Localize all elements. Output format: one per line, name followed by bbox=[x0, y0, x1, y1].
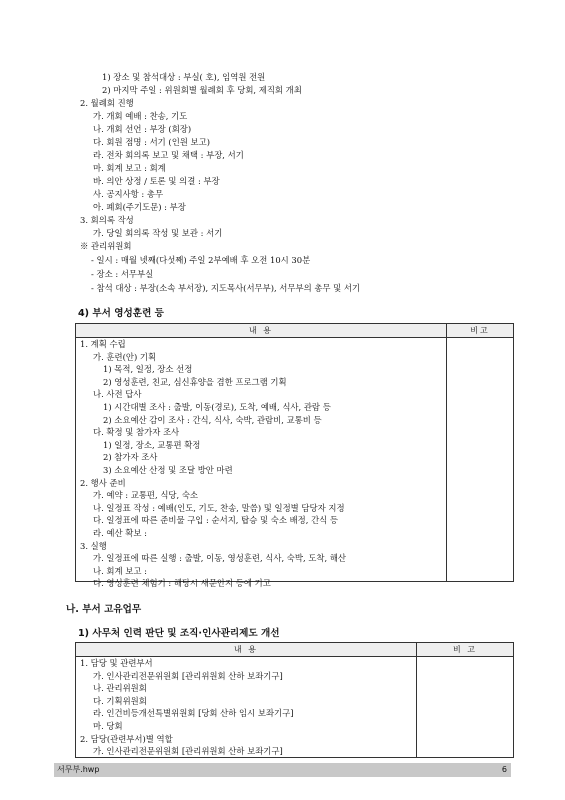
table-row: 다. 영성훈련 체험기 : 해당시 새문안지 등에 기고 bbox=[93, 578, 271, 589]
section-heading: 나. 부서 고유업무 bbox=[66, 604, 142, 615]
text-line: - 일시 : 매월 넷째(다섯째) 주일 2부예배 후 오전 10시 30분 bbox=[91, 255, 311, 265]
table-row: 2. 행사 준비 bbox=[80, 477, 126, 488]
personnel-table bbox=[75, 642, 514, 758]
table-row: 2) 참가자 조사 bbox=[103, 452, 158, 463]
table-row: 라. 인건비등개선특별위원회 [당회 산하 임시 보좌기구] bbox=[93, 708, 294, 719]
text-line: 바. 의안 상정 / 토론 및 의결 : 부장 bbox=[93, 176, 220, 186]
section-heading: 4) 부서 영성훈련 등 bbox=[78, 308, 164, 319]
text-line: 1) 장소 및 참석대상 : 부실( 호), 임역원 전원 bbox=[102, 72, 266, 82]
page-number: 6 bbox=[501, 765, 507, 774]
table-row: 가. 인사관리전문위원회 [관리위원회 산하 보좌기구] bbox=[93, 746, 283, 757]
text-line: 3. 회의록 작성 bbox=[80, 215, 134, 225]
table-row: 2) 영성훈련, 친교, 심신휴양을 겸한 프로그램 기획 bbox=[103, 376, 287, 387]
table-row: 라. 예산 확보 : bbox=[93, 527, 147, 538]
text-line: 아. 폐회(주기도문) : 부장 bbox=[93, 202, 186, 212]
header-content: 내 용 bbox=[249, 326, 273, 335]
text-line: - 장소 : 서무부실 bbox=[91, 269, 154, 279]
text-line: 가. 당일 회의록 작성 및 보관 : 서기 bbox=[93, 228, 223, 238]
text-line: 마. 회계 보고 : 회계 bbox=[93, 163, 166, 173]
footer-filename: 서무부.hwp bbox=[57, 765, 100, 774]
header-note: 비 고 bbox=[453, 645, 477, 654]
table-body bbox=[76, 338, 513, 590]
table-row: 가. 예약 : 교통편, 식당, 숙소 bbox=[93, 490, 199, 501]
text-line: 2) 마지막 주일 : 위원회별 월례회 후 당회, 제직회 개최 bbox=[102, 85, 302, 95]
text-line: 2. 월례회 진행 bbox=[80, 98, 134, 108]
page-footer bbox=[54, 763, 511, 777]
table-body bbox=[76, 657, 513, 758]
table-row: 가. 일정표에 따른 실행 : 출발, 이동, 영성훈련, 식사, 숙박, 도착, 해산 bbox=[93, 553, 346, 564]
table-row: 1. 계획 수립 bbox=[80, 339, 126, 349]
table-row: 나. 사전 답사 bbox=[93, 389, 142, 400]
table-row: 나. 일정표 작성 : 예배(인도, 기도, 찬송, 말씀) 및 일정별 담당자 지정 bbox=[93, 502, 345, 513]
table-row: 가. 훈련(안) 기획 bbox=[93, 351, 157, 362]
table-row: 1. 담당 및 관련부서 bbox=[80, 658, 153, 668]
text-line: 가. 개회 예배 : 찬송, 기도 bbox=[93, 111, 188, 121]
table-row: 다. 기획위원회 bbox=[93, 695, 147, 706]
text-line: 나. 개회 선언 : 부장 (회장) bbox=[93, 124, 192, 134]
text-line: ※ 관리위원회 bbox=[80, 241, 132, 251]
text-line: 사. 공지사항 : 총무 bbox=[93, 189, 164, 199]
text-line: - 참석 대상 : 부장(소속 부서장), 지도목사(서무부), 서무부의 총무 및 서기 bbox=[91, 283, 361, 293]
table-row: 2) 소요예산 감이 조사 : 간식, 식사, 숙박, 관람비, 교통비 등 bbox=[103, 414, 322, 425]
table-row: 2. 담당(관련부서)별 역할 bbox=[80, 733, 173, 744]
table-row: 1) 시간대별 조사 : 출발, 이동(경로), 도착, 예배, 식사, 관람 등 bbox=[103, 401, 331, 412]
text-line: 다. 회원 점명 : 서기 (인원 보고) bbox=[93, 137, 210, 147]
table-row: 다. 일정표에 따른 준비물 구입 : 순서지, 탑승 및 숙소 배정, 간식 등 bbox=[93, 515, 339, 526]
training-table bbox=[75, 323, 514, 589]
header-note: 비고 bbox=[470, 326, 490, 335]
table-row: 1) 일정, 장소, 교통편 확정 bbox=[103, 439, 201, 450]
table-row: 마. 당회 bbox=[93, 720, 123, 731]
table-row: 나. 회계 보고 : bbox=[93, 565, 147, 576]
section-heading: 1) 사무처 인력 판단 및 조직·인사관리제도 개선 bbox=[78, 628, 280, 639]
table-row: 3. 실행 bbox=[80, 540, 107, 551]
table-row: 3) 소요예산 산정 및 조달 방안 마련 bbox=[103, 464, 233, 475]
header-content: 내 용 bbox=[234, 645, 258, 654]
table-row: 나. 관리위원회 bbox=[93, 683, 147, 694]
table-row: 다. 확정 및 참가자 조사 bbox=[93, 427, 180, 438]
table-row: 1) 목적, 일정, 장소 선정 bbox=[103, 364, 193, 375]
text-line: 라. 전차 회의록 보고 및 채택 : 부장, 서기 bbox=[93, 150, 244, 160]
table-row: 가. 인사관리전문위원회 [관리위원회 산하 보좌기구] bbox=[93, 670, 283, 681]
